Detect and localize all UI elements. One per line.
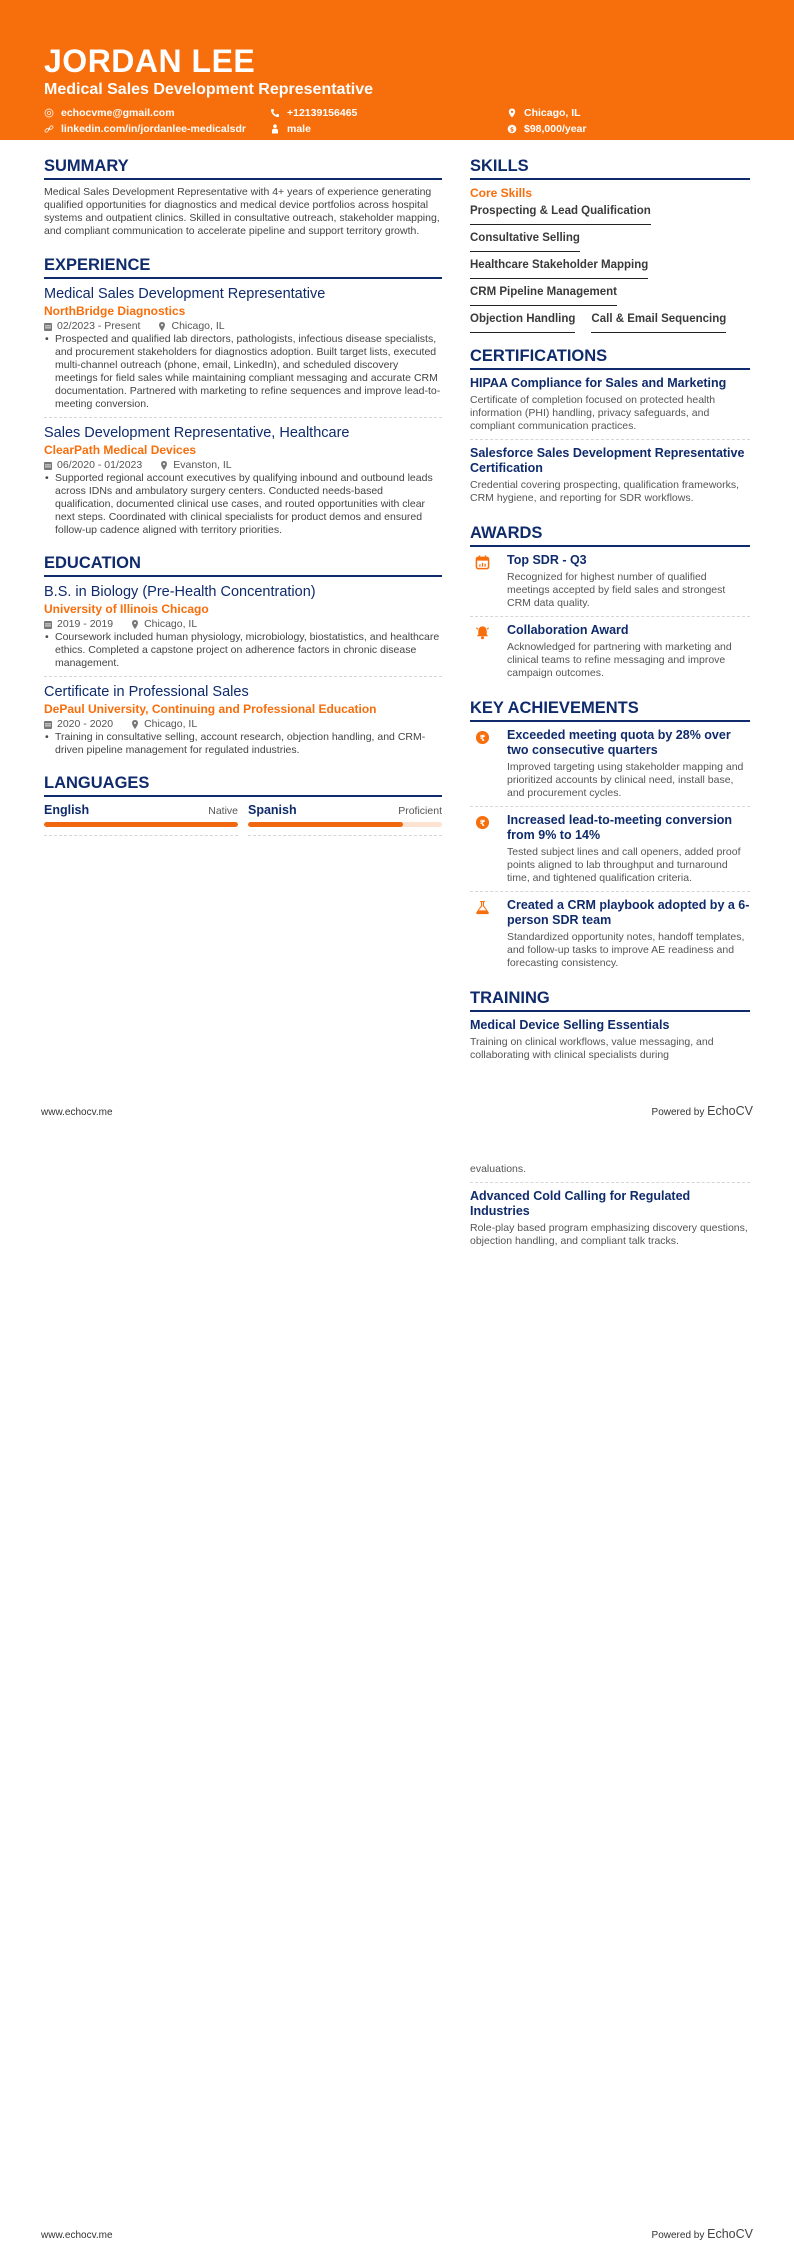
awards-section bbox=[470, 523, 750, 686]
education-meta bbox=[44, 717, 442, 731]
summary-heading: SUMMARY bbox=[44, 156, 442, 180]
achievements-heading: KEY ACHIEVEMENTS bbox=[470, 698, 750, 722]
skill-tag: Healthcare Stakeholder Mapping bbox=[470, 255, 648, 279]
job-dates: 02/2023 - Present bbox=[57, 320, 141, 332]
candidate-title: Medical Sales Development Representative bbox=[44, 81, 374, 98]
training-entry bbox=[470, 1189, 750, 1254]
skills-heading: SKILLS bbox=[470, 156, 750, 180]
experience-section bbox=[44, 255, 442, 543]
education-heading: EDUCATION bbox=[44, 553, 442, 577]
calendar-icon bbox=[44, 620, 52, 629]
contact-location-text: Chicago, IL bbox=[524, 106, 581, 119]
achievement-title: Increased lead-to-meeting conversion from 9% to 14% bbox=[507, 813, 733, 842]
job-title: Medical Sales Development Representative bbox=[44, 286, 326, 302]
contact-linkedin[interactable] bbox=[44, 122, 270, 135]
training-section bbox=[470, 988, 750, 1062]
right-column bbox=[470, 156, 750, 1062]
coin-icon bbox=[475, 730, 490, 745]
at-icon bbox=[44, 108, 54, 118]
training-heading: TRAINING bbox=[470, 988, 750, 1012]
school-name: DePaul University, Continuing and Professional Education bbox=[44, 702, 377, 716]
right-column-continued bbox=[470, 1163, 750, 1260]
summary-text: Medical Sales Development Representative with 4+ years of experience generating qualified opportunities for diagnostics and medical device portfolios across hospital systems and outpatient clinics. Skilled in consultative outreach, stakeholder mapping, and compliant communication to accelerate pipeline and support territory growth. bbox=[44, 186, 440, 237]
achievement-entry bbox=[470, 898, 750, 976]
company-name: NorthBridge Diagnostics bbox=[44, 304, 186, 318]
award-title: Collaboration Award bbox=[507, 623, 629, 637]
page-footer bbox=[41, 2227, 753, 2241]
achievements-section bbox=[470, 698, 750, 976]
training-title: Medical Device Selling Essentials bbox=[470, 1018, 670, 1032]
svg-text:₹: ₹ bbox=[479, 732, 486, 743]
powered-by: Powered by EchoCV bbox=[651, 2227, 753, 2241]
contact-salary-text: $98,000/year bbox=[524, 122, 587, 135]
svg-text:₹: ₹ bbox=[479, 817, 486, 828]
achievement-desc: Improved targeting using stakeholder mapping and prioritized accounts by clinical need, install base, and procurement cycles. bbox=[507, 761, 744, 799]
location-pin-icon bbox=[507, 108, 517, 118]
education-meta bbox=[44, 617, 442, 631]
school-name: University of Illinois Chicago bbox=[44, 602, 209, 616]
degree-title: B.S. in Biology (Pre-Health Concentration) bbox=[44, 584, 316, 600]
education-location: Chicago, IL bbox=[144, 618, 198, 630]
skill-tag: Prospecting & Lead Qualification bbox=[470, 201, 651, 225]
left-column bbox=[44, 156, 442, 836]
skills-category: Core Skills bbox=[470, 186, 533, 200]
coin-icon bbox=[475, 815, 490, 830]
certifications-heading: CERTIFICATIONS bbox=[470, 346, 750, 370]
award-entry bbox=[470, 553, 750, 617]
skill-tag: CRM Pipeline Management bbox=[470, 282, 617, 306]
skill-tag: Objection Handling bbox=[470, 309, 575, 333]
certifications-section bbox=[470, 346, 750, 511]
powered-by: Powered by EchoCV bbox=[651, 1104, 753, 1118]
experience-heading: EXPERIENCE bbox=[44, 255, 442, 279]
flask-icon bbox=[475, 900, 490, 915]
brand-name: EchoCV bbox=[707, 1104, 753, 1118]
certification-title: HIPAA Compliance for Sales and Marketing bbox=[470, 376, 727, 390]
achievement-entry bbox=[470, 813, 750, 892]
contact-phone[interactable] bbox=[270, 106, 507, 119]
contact-salary bbox=[507, 122, 707, 135]
education-bullet: • Training in consultative selling, account research, objection handling, and CRM-driven pipeline management for regulated industries. bbox=[45, 731, 426, 756]
contact-location bbox=[507, 106, 707, 119]
experience-entry bbox=[44, 285, 442, 418]
location-pin-icon bbox=[131, 720, 139, 729]
achievement-desc: Standardized opportunity notes, handoff templates, and follow-up tasks to improve AE readiness and forecasting consistency. bbox=[507, 931, 745, 969]
company-name: ClearPath Medical Devices bbox=[44, 443, 197, 457]
achievement-entry bbox=[470, 728, 750, 807]
experience-entry bbox=[44, 424, 442, 543]
training-title: Advanced Cold Calling for Regulated Industries bbox=[470, 1189, 691, 1218]
award-entry bbox=[470, 623, 750, 686]
awards-heading: AWARDS bbox=[470, 523, 750, 547]
education-dates: 2019 - 2019 bbox=[57, 618, 114, 630]
calendar-icon bbox=[44, 720, 52, 729]
award-title: Top SDR - Q3 bbox=[507, 553, 587, 567]
contact-email-text: echocvme@gmail.com bbox=[61, 106, 175, 119]
education-entry bbox=[44, 583, 442, 677]
candidate-name: JORDAN LEE bbox=[44, 43, 256, 79]
job-dates: 06/2020 - 01/2023 bbox=[57, 459, 143, 471]
resume-header bbox=[0, 0, 794, 140]
education-entry bbox=[44, 683, 442, 763]
education-location: Chicago, IL bbox=[144, 718, 198, 730]
skills-list bbox=[470, 201, 750, 336]
language-item bbox=[44, 803, 238, 836]
job-title: Sales Development Representative, Healthcare bbox=[44, 425, 350, 441]
location-pin-icon bbox=[160, 461, 168, 470]
skills-section bbox=[470, 156, 750, 336]
link-icon bbox=[44, 124, 54, 134]
bell-icon bbox=[475, 625, 490, 640]
contact-email[interactable] bbox=[44, 106, 270, 119]
certification-desc: Certificate of completion focused on protected health information (PHI) handling, privacy safeguards, and compliant communication practices. bbox=[470, 394, 716, 432]
brand-name: EchoCV bbox=[707, 2227, 753, 2241]
languages-heading: LANGUAGES bbox=[44, 773, 442, 797]
education-bullet: • Coursework included human physiology, microbiology, biostatistics, and healthcare ethics. Completed a capstone project on adherence factors in chronic disease management. bbox=[45, 631, 440, 669]
skill-tag: Call & Email Sequencing bbox=[591, 309, 726, 333]
award-desc: Acknowledged for partnering with marketing and clinical teams to refine messaging and improve campaign outcomes. bbox=[507, 641, 732, 679]
website-link[interactable]: www.echocv.me bbox=[41, 1107, 113, 1118]
training-desc: evaluations. bbox=[470, 1163, 527, 1175]
job-meta bbox=[44, 458, 442, 472]
language-proficiency-bar bbox=[44, 822, 238, 827]
award-desc: Recognized for highest number of qualified meetings accepted by field sales and strongest CRM data quality. bbox=[507, 571, 726, 609]
location-pin-icon bbox=[131, 620, 139, 629]
language-level: Native bbox=[208, 805, 238, 817]
calendar-icon bbox=[44, 322, 52, 331]
language-name: English bbox=[44, 803, 90, 817]
contact-info bbox=[44, 106, 750, 135]
achievement-title: Created a CRM playbook adopted by a 6-person SDR team bbox=[507, 898, 750, 927]
certification-desc: Credential covering prospecting, qualification frameworks, CRM hygiene, and reporting for SDR workflows. bbox=[470, 479, 740, 504]
skill-tag: Consultative Selling bbox=[470, 228, 580, 252]
location-pin-icon bbox=[158, 322, 166, 331]
calendar-icon bbox=[44, 461, 52, 470]
person-icon bbox=[270, 124, 280, 134]
training-desc: Training on clinical workflows, value messaging, and collaborating with clinical specialists during bbox=[470, 1036, 714, 1061]
job-meta bbox=[44, 319, 442, 333]
phone-icon bbox=[270, 108, 280, 118]
training-entry bbox=[470, 1018, 750, 1062]
achievement-desc: Tested subject lines and call openers, added proof points aligned to lab throughput and turnaround time, and tightened qualification criteria. bbox=[507, 846, 741, 884]
contact-gender-text: male bbox=[287, 122, 311, 135]
language-name: Spanish bbox=[248, 803, 297, 817]
languages-section bbox=[44, 773, 442, 836]
certification-entry bbox=[470, 376, 750, 440]
language-item bbox=[248, 803, 442, 836]
website-link[interactable]: www.echocv.me bbox=[41, 2230, 113, 2241]
achievement-title: Exceeded meeting quota by 28% over two consecutive quarters bbox=[507, 728, 731, 757]
certification-entry bbox=[470, 446, 750, 511]
summary-section bbox=[44, 156, 442, 238]
contact-gender bbox=[270, 122, 507, 135]
language-proficiency-bar bbox=[248, 822, 442, 827]
job-location: Evanston, IL bbox=[173, 459, 232, 471]
job-bullet: • Prospected and qualified lab directors, pathologists, infectious disease specialists, and procurement stakeholders for diagnostics adoption. Built target lists, executed multi-channel outreach (phone, email, LinkedIn), and scheduled discovery meetings for field sales while maintaining compliant messaging and accurate CRM documentation. Partnered with marketing to refine sequences and improve lead-to-meeting conversion. bbox=[45, 333, 441, 410]
job-bullet: • Supported regional account executives by qualifying inbound and outbound leads across IDNs and ambulatory surgery centers. Conducted needs-based qualification, documented clinical use cases, and routed opportunities with clear next steps. Coordinated with clinical specialists for product demos and ensured follow-up cadence aligned with territory priorities. bbox=[45, 472, 433, 536]
contact-linkedin-text: linkedin.com/in/jordanlee-medicalsdr bbox=[61, 122, 246, 135]
training-entry-continued bbox=[470, 1163, 750, 1183]
certification-title: Salesforce Sales Development Representative Certification bbox=[470, 446, 745, 475]
job-location: Chicago, IL bbox=[171, 320, 225, 332]
education-dates: 2020 - 2020 bbox=[57, 718, 114, 730]
language-level: Proficient bbox=[398, 805, 442, 817]
salary-icon bbox=[507, 124, 517, 134]
contact-phone-text: +12139156465 bbox=[287, 106, 358, 119]
calendar-chart-icon bbox=[475, 555, 490, 570]
degree-title: Certificate in Professional Sales bbox=[44, 684, 249, 700]
education-section bbox=[44, 553, 442, 763]
svg-text:$: $ bbox=[509, 125, 515, 133]
page-footer bbox=[41, 1104, 753, 1118]
training-desc: Role-play based program emphasizing discovery questions, objection handling, and compliant talk tracks. bbox=[470, 1222, 748, 1247]
